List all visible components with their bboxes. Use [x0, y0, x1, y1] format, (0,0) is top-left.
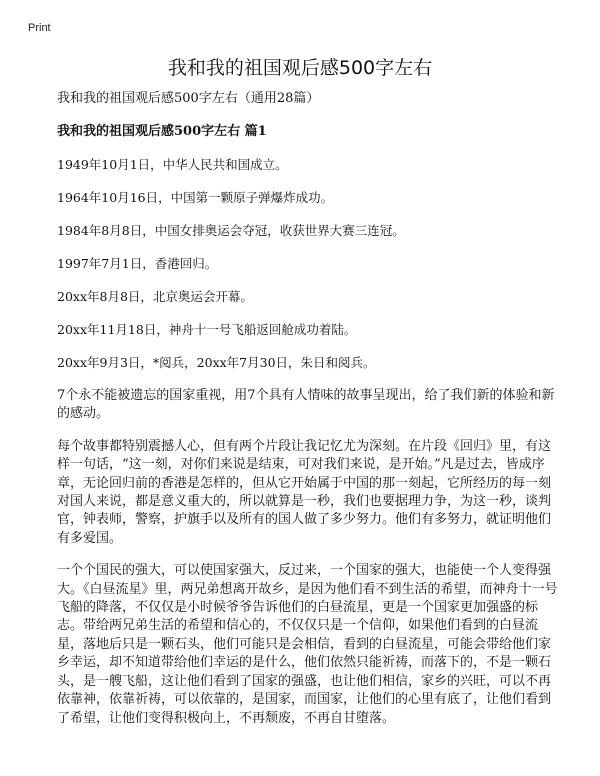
event-line: 20xx年8月8日，北京奥运会开幕。	[57, 289, 253, 304]
print-link[interactable]: Print	[28, 22, 51, 34]
event-line: 1997年7月1日，香港回归。	[57, 256, 218, 271]
event-line: 1949年10月1日，中华人民共和国成立。	[57, 157, 288, 172]
event-line: 1964年10月16日，中国第一颗原子弹爆炸成功。	[57, 190, 334, 205]
event-line: 20xx年9月3日，*阅兵，20xx年7月30日，朱日和阅兵。	[57, 355, 376, 370]
document-subtitle: 我和我的祖国观后感500字左右（通用28篇）	[57, 91, 320, 106]
section-heading: 我和我的祖国观后感500字左右 篇1	[57, 124, 267, 139]
page-title: 我和我的祖国观后感500字左右	[167, 57, 433, 79]
body-paragraph: 一个个国民的强大，可以使国家强大，反过来，一个国家的强大，也能使一个人变得强大。《白昼流星》里，两兄弟想离开故乡，是因为他们看不到生活的希望，而神舟十一号飞船的降落，不仅仅是小时候爷爷告诉他们的白昼流星，更是一个国家更加强盛的标志。带给两兄弟生活的希望和信心的，不仅仅只是一个信仰，如果他们看到的白昼流星，落地后只是一颗石头，他们可能只是会相信，看到的白昼流星，可能会带给他们家乡幸运，却不知道带给他们幸运的是什么，他们依然只能祈祷，而落下的，不是一颗石头，是一艘飞船，这让他们看到了国家的强盛，也让他们相信，家乡的兴旺，可以不再依靠神，依靠祈祷，可以依靠的，是国家，而国家，让他们的心里有底了，让他们看到了希望，让他们变得积极向上，不再颓废，不再自甘堕落。	[57, 563, 558, 726]
document-body	[57, 90, 563, 742]
event-line: 1984年8月8日，中国女排奥运会夺冠，收获世界大赛三连冠。	[57, 223, 405, 238]
event-line: 20xx年11月18日，神舟十一号飞船返回舱成功着陆。	[57, 322, 357, 337]
body-paragraph: 每个故事都特别震撼人心，但有两个片段让我记忆尤为深刻。在片段《回归》里，有这样一句话，“这一刻，对你们来说是结束，可对我们来说，是开始。”凡是过去，皆成序章，无论回归前的香港是怎样的，但从它开始属于中国的那一刻起，它所经历的每一刻对国人来说，都是意义重大的，所以就算是一秒，我们也要据理力争，为这一秒，谈判官，钟表师，警察，护旗手以及所有的国人做了多少努力。他们有多努力，就证明他们有多爱国。	[57, 438, 552, 546]
body-paragraph: 7个永不能被遗忘的国家重视，用7个具有人情味的故事呈现出，给了我们新的体验和新的感动。	[57, 388, 555, 422]
